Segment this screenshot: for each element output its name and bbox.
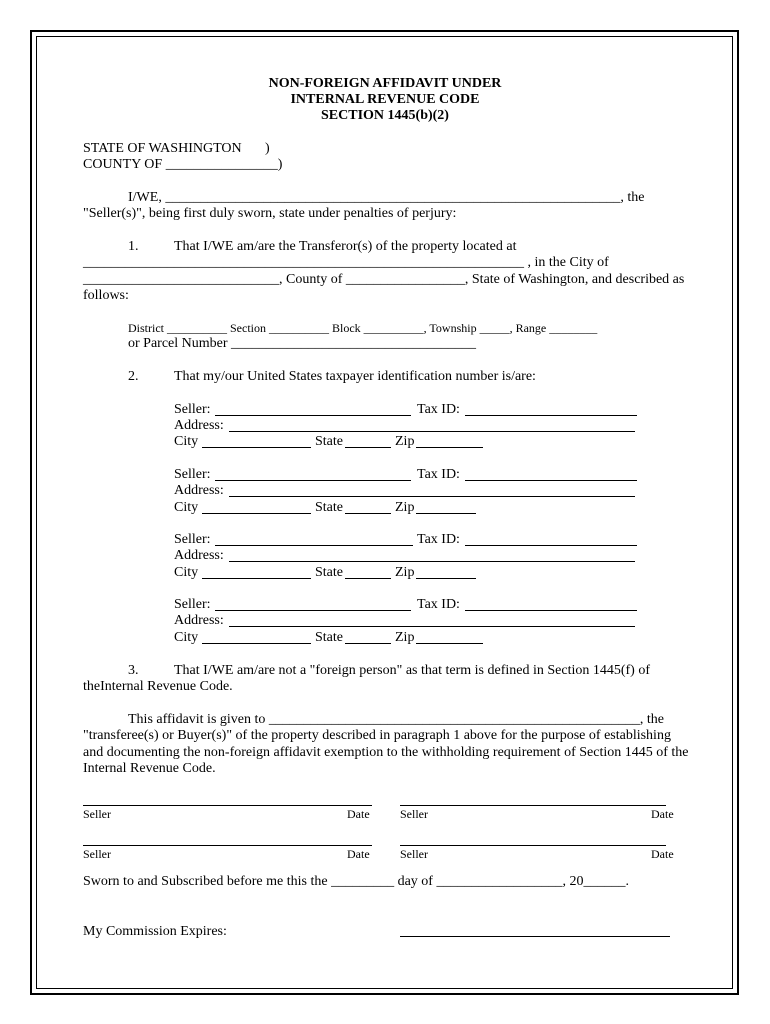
address-label: Address: (174, 418, 224, 433)
taxid-field[interactable] (465, 480, 637, 481)
title-line-3: SECTION 1445(b)(2) (321, 108, 449, 123)
city-label: City (174, 500, 199, 515)
zip-label: Zip (395, 434, 415, 449)
seller-field[interactable] (215, 610, 411, 611)
signature-seller-label: Seller (400, 847, 428, 861)
state-field[interactable] (345, 643, 391, 644)
seller-field[interactable] (215, 415, 411, 416)
sworn-statement: Sworn to and Subscribed before me this the _________ day of __________________, 20______. (83, 874, 629, 889)
para3-text: That I/WE am/are not a "foreign person" as that term is defined in Section 1445(f) of (174, 663, 650, 678)
intro-seller: "Seller(s)", being first duly sworn, state under penalties of perjury: (83, 206, 457, 221)
seller-label: Seller: (174, 597, 211, 612)
address-label: Address: (174, 548, 224, 563)
city-label: City (174, 434, 199, 449)
para3-line2: theInternal Revenue Code. (83, 679, 233, 694)
para2-text: That my/our United States taxpayer identification number is/are: (174, 369, 536, 384)
zip-field[interactable] (416, 447, 483, 448)
state-label: State (315, 630, 343, 645)
para1-number: 1. (128, 239, 139, 254)
state-field[interactable] (345, 513, 391, 514)
signature-seller-label: Seller (83, 807, 111, 821)
signature-date-label: Date (347, 847, 370, 861)
taxid-field[interactable] (465, 610, 637, 611)
address-label: Address: (174, 613, 224, 628)
address-field[interactable] (229, 561, 635, 562)
taxid-label: Tax ID: (417, 467, 460, 482)
signature-seller-label: Seller (400, 807, 428, 821)
signature-line[interactable] (83, 805, 372, 806)
para1-parcel: or Parcel Number ___________________________________ (128, 336, 477, 351)
state-label: State (315, 565, 343, 580)
taxid-field[interactable] (465, 545, 637, 546)
signature-date-label: Date (651, 807, 674, 821)
para1-district: District __________ Section __________ Block __________, Township _____, Range ________ (128, 321, 598, 335)
state-field[interactable] (345, 447, 391, 448)
seller-field[interactable] (215, 545, 413, 546)
address-field[interactable] (229, 496, 635, 497)
address-label: Address: (174, 483, 224, 498)
signature-seller-label: Seller (83, 847, 111, 861)
city-field[interactable] (202, 643, 311, 644)
commission-label: My Commission Expires: (83, 924, 227, 939)
zip-field[interactable] (416, 578, 476, 579)
venue-county: COUNTY OF ________________) (83, 157, 283, 172)
state-field[interactable] (345, 578, 391, 579)
zip-field[interactable] (416, 643, 483, 644)
city-field[interactable] (202, 447, 311, 448)
zip-field[interactable] (416, 513, 476, 514)
venue-paren: ) (265, 141, 270, 156)
address-field[interactable] (229, 626, 635, 627)
signature-line[interactable] (400, 805, 666, 806)
para3-number: 3. (128, 663, 139, 678)
city-field[interactable] (202, 578, 311, 579)
zip-label: Zip (395, 500, 415, 515)
para1-line2: _______________________________________________________________ , in the City of (83, 255, 609, 270)
taxid-label: Tax ID: (417, 402, 460, 417)
zip-label: Zip (395, 630, 415, 645)
state-label: State (315, 434, 343, 449)
signature-date-label: Date (651, 847, 674, 861)
title-line-1: NON-FOREIGN AFFIDAVIT UNDER (268, 76, 502, 91)
para4-line1: This affidavit is given to _____________________________________________________, the (128, 712, 664, 727)
signature-line[interactable] (400, 845, 666, 846)
signature-date-label: Date (347, 807, 370, 821)
seller-label: Seller: (174, 532, 211, 547)
city-label: City (174, 565, 199, 580)
taxid-label: Tax ID: (417, 597, 460, 612)
para1-line3: ____________________________, County of _________________, State of Washington, and described as (83, 272, 685, 287)
signature-line[interactable] (83, 845, 372, 846)
city-label: City (174, 630, 199, 645)
seller-field[interactable] (215, 480, 411, 481)
taxid-label: Tax ID: (417, 532, 460, 547)
state-label: State (315, 500, 343, 515)
para1-line4: follows: (83, 288, 129, 303)
para2-number: 2. (128, 369, 139, 384)
seller-label: Seller: (174, 467, 211, 482)
commission-field[interactable] (400, 936, 670, 937)
title-line-2: INTERNAL REVENUE CODE (290, 92, 480, 107)
para4-line3: and documenting the non-foreign affidavit exemption to the withholding requirement of Section 1445 of the (83, 745, 689, 760)
address-field[interactable] (229, 431, 635, 432)
intro-iwe: I/WE, _________________________________________________________________, the (128, 190, 645, 205)
para4-line4: Internal Revenue Code. (83, 761, 216, 776)
seller-label: Seller: (174, 402, 211, 417)
zip-label: Zip (395, 565, 415, 580)
para4-line2: "transferee(s) or Buyer(s)" of the property described in paragraph 1 above for the purpose of establishing (83, 728, 671, 743)
taxid-field[interactable] (465, 415, 637, 416)
venue-state: STATE OF WASHINGTON (83, 141, 242, 156)
para1-text: That I/WE am/are the Transferor(s) of the property located at (174, 239, 517, 254)
city-field[interactable] (202, 513, 311, 514)
